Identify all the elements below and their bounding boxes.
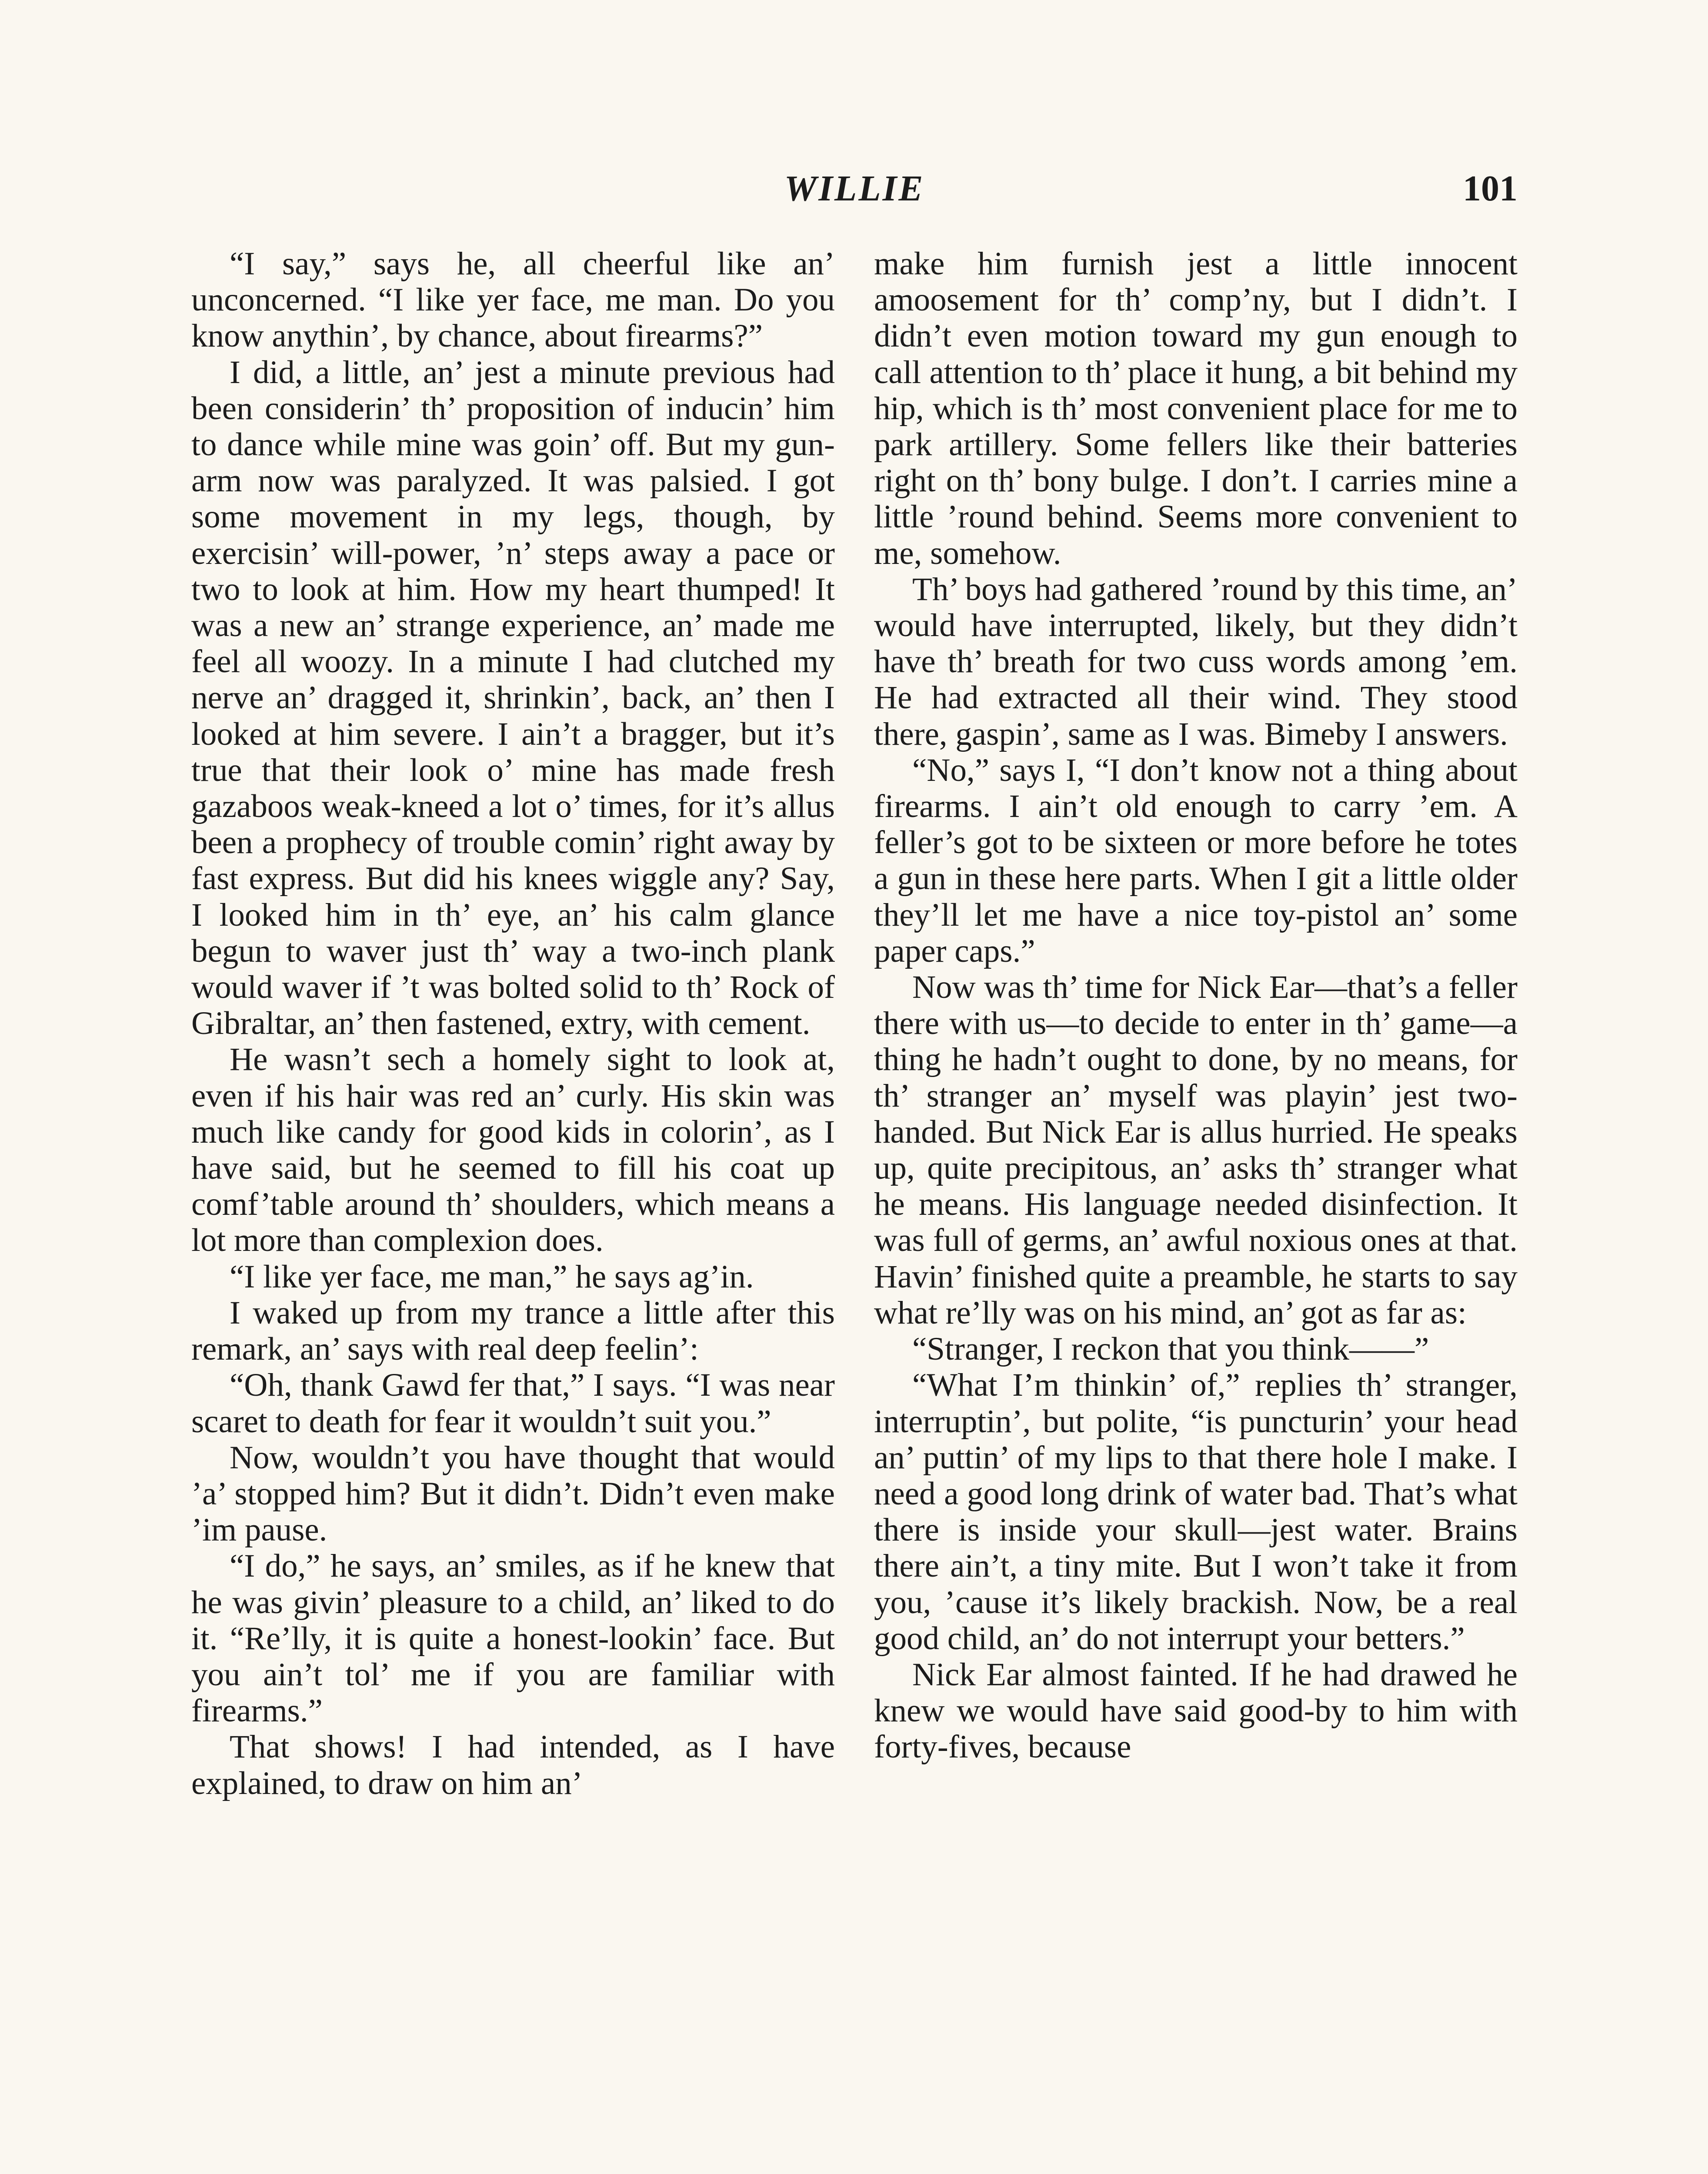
paragraph: Now, wouldn’t you have thought that would ’a’ stopped him? But it didn’t. Didn’t even make ’im pause. <box>191 1439 835 1548</box>
paragraph: “I do,” he says, an’ smiles, as if he knew that he was givin’ pleasure to a child, an’ liked to do it. “Re’lly, it is quite a honest-lookin’ face. But you ain’t tol’ me if you are familiar with firearms.” <box>191 1548 835 1729</box>
paragraph: “What I’m thinkin’ of,” replies th’ stranger, interruptin’, but polite, “is puncturin’ your head an’ puttin’ of my lips to that there hole I make. I need a good long drink of water bad. That’s what there is inside your skull—jest water. Brains there ain’t, a tiny mite. But I won’t take it from you, ’cause it’s likely brackish. Now, be a real good child, an’ do not interrupt your betters.” <box>874 1367 1518 1657</box>
paragraph-continuation: make him furnish jest a little innocent amoosement for th’ comp’ny, but I didn’t. I didn’t even motion toward my gun enough to call attention to th’ place it hung, a bit behind my hip, which is th’ most convenient place for me to park artillery. Some fellers like their batteries right on th’ bony bulge. I don’t. I carries mine a little ’round behind. Seems more convenient to me, somehow. <box>874 246 1518 571</box>
page-header <box>191 167 1518 224</box>
right-column <box>874 246 1518 1765</box>
paragraph: Now was th’ time for Nick Ear—that’s a feller there with us—to decide to enter in th’ game—a thing he hadn’t ought to done, by no means, for th’ stranger an’ myself was playin’ jest two-handed. But Nick Ear is allus hurried. He speaks up, quite precipitous, an’ asks th’ stranger what he means. His language needed disinfection. It was full of germs, an’ awful noxious ones at that. Havin’ finished quite a preamble, he starts to say what re’lly was on his mind, an’ got as far as: <box>874 969 1518 1331</box>
paragraph: “Oh, thank Gawd fer that,” I says. “I was near scaret to death for fear it wouldn’t suit you.” <box>191 1367 835 1440</box>
paragraph: I did, a little, an’ jest a minute previous had been considerin’ th’ proposition of inducin’ him to dance while mine was goin’ off. But my gun-arm now was paralyzed. It was palsied. I got some movement in my legs, though, by exercisin’ will-power, ’n’ steps away a pace or two to look at him. How my heart thumped! It was a new an’ strange experience, an’ made me feel all woozy. In a minute I had clutched my nerve an’ dragged it, shrinkin’, back, an’ then I looked at him severe. I ain’t a bragger, but it’s true that their look o’ mine has made fresh gazaboos weak-kneed a lot o’ times, for it’s allus been a prophecy of trouble comin’ right away by fast express. But did his knees wiggle any? Say, I looked him in th’ eye, an’ his calm glance begun to waver just th’ way a two-inch plank would waver if ’t was bolted solid to th’ Rock of Gibraltar, an’ then fastened, extry, with cement. <box>191 354 835 1042</box>
page-number: 101 <box>1463 168 1518 209</box>
paragraph: Th’ boys had gathered ’round by this time, an’ would have interrupted, likely, but they didn’t have th’ breath for two cuss words among ’em. He had extracted all their wind. They stood there, gaspin’, same as I was. Bimeby I answers. <box>874 571 1518 752</box>
paragraph: “Stranger, I reckon that you think——” <box>912 1331 1429 1367</box>
paragraph: That shows! I had intended, as I have explained, to draw on him an’ <box>191 1729 835 1801</box>
paragraph: “No,” says I, “I don’t know not a thing about firearms. I ain’t old enough to carry ’em. A feller’s got to be sixteen or more before he totes a gun in these here parts. When I git a little older they’ll let me have a nice toy-pistol an’ some paper caps.” <box>874 752 1518 969</box>
paragraph: He wasn’t sech a homely sight to look at, even if his hair was red an’ curly. His skin was much like candy for good kids in colorin’, as I have said, but he seemed to fill his coat up comf’table around th’ shoulders, which means a lot more than complexion does. <box>191 1041 835 1259</box>
paragraph: Nick Ear almost fainted. If he had drawed he knew we would have said good-by to him with forty-fives, because <box>874 1656 1518 1765</box>
paragraph: “I like yer face, me man,” he says ag’in. <box>230 1258 754 1295</box>
running-title: WILLIE <box>784 168 925 209</box>
paragraph: I waked up from my trance a little after this remark, an’ says with real deep feelin’: <box>191 1294 835 1367</box>
paragraph: “I say,” says he, all cheerful like an’ unconcerned. “I like yer face, me man. Do you know anythin’, by chance, about firearms?” <box>191 246 835 354</box>
left-column <box>191 246 835 1801</box>
